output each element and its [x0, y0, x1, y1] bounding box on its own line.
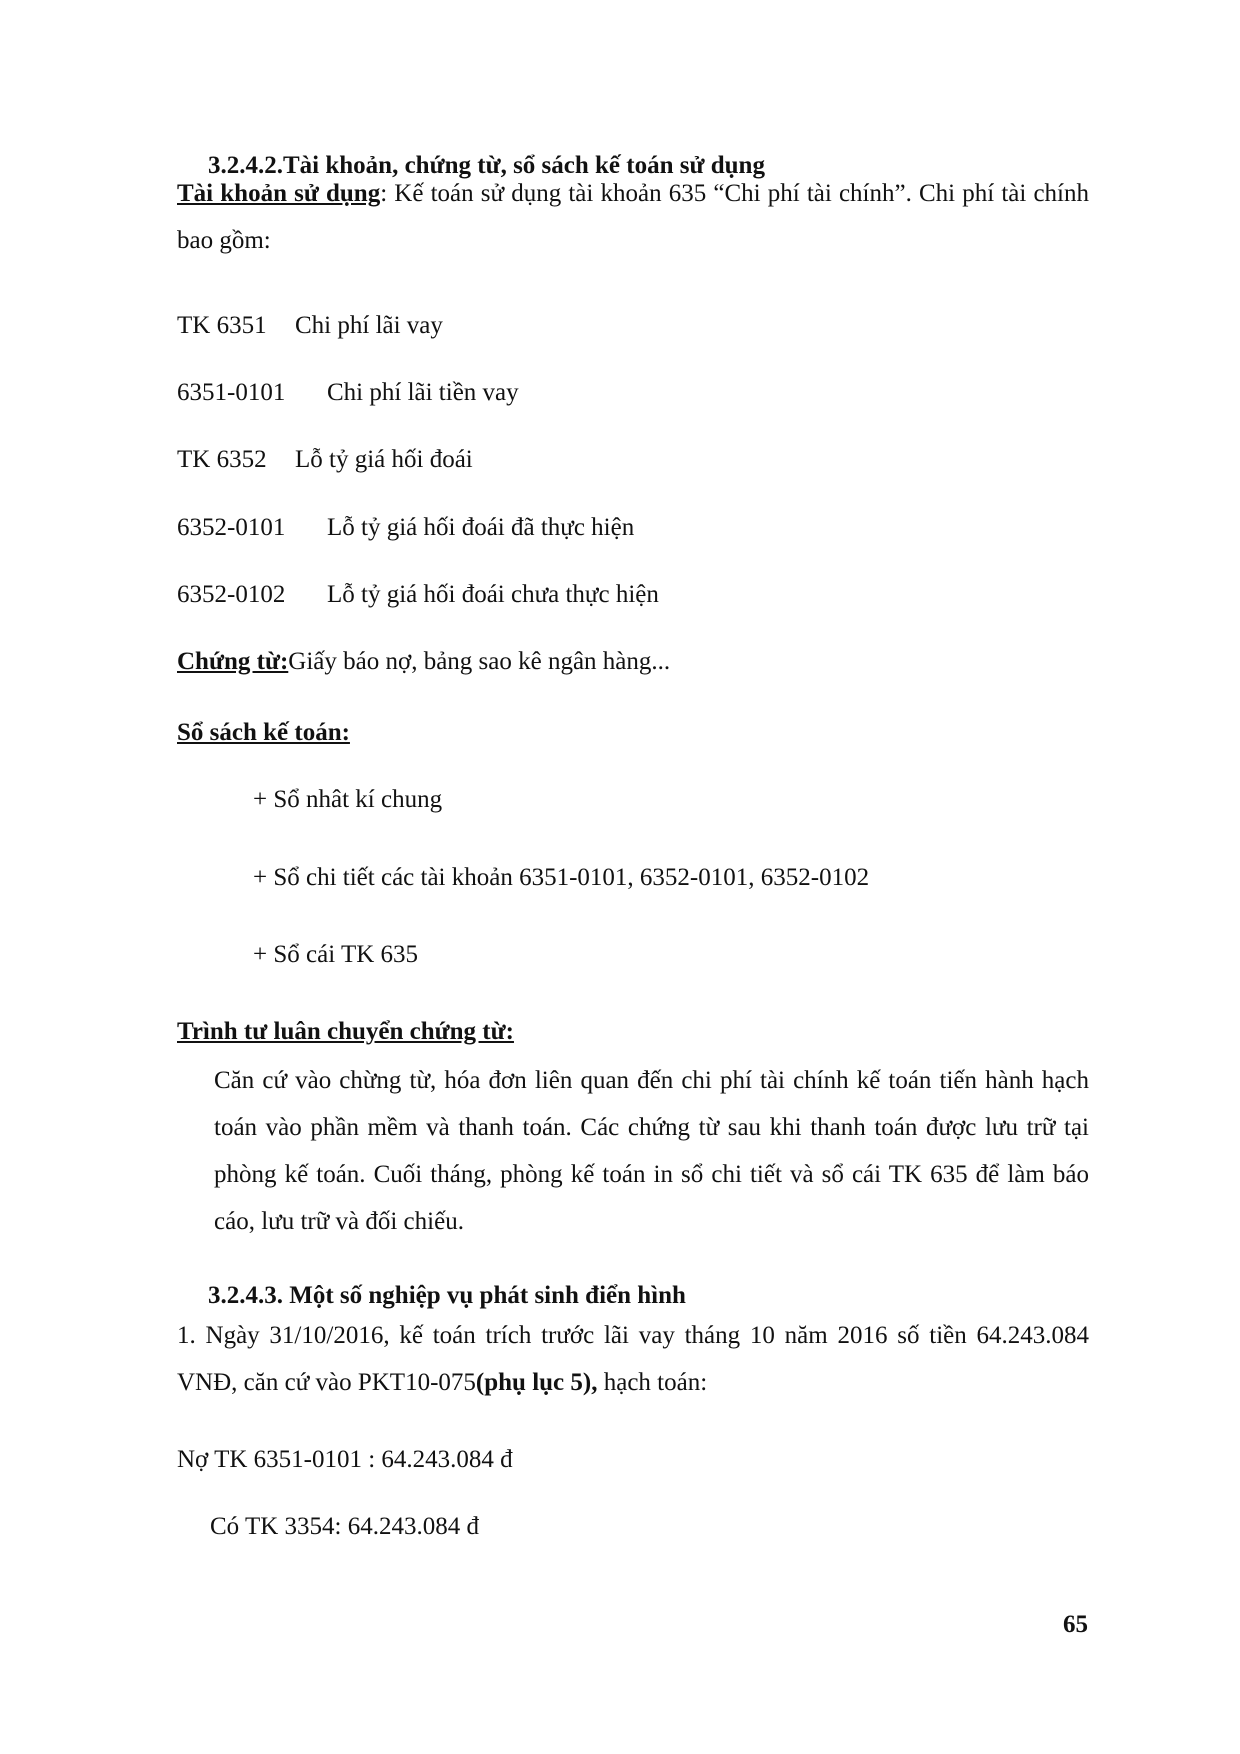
transaction-1-ref: (phụ lục 5), — [475, 1369, 598, 1396]
books-item-2: + Sổ chi tiết các tài khoản 6351-0101, 6352-0101, 6352-0102 — [253, 864, 870, 891]
credit-entry: Có TK 3354: 64.243.084 đ — [210, 1513, 479, 1540]
account-code-5: 6352-0102 — [177, 581, 286, 608]
account-name-2: Chi phí lãi tiền vay — [327, 379, 519, 406]
account-code-3: TK 6352 — [177, 446, 267, 473]
accounts-label: Tài khoản sử dụng — [177, 180, 381, 207]
vouchers-text: Giấy báo nợ, bảng sao kê ngân hàng... — [288, 648, 671, 675]
page-number: 65 — [1063, 1611, 1088, 1638]
account-code-1: TK 6351 — [177, 312, 267, 339]
section-heading-3243: 3.2.4.3. Một số nghiệp vụ phát sinh điển hình — [208, 1282, 686, 1309]
transaction-1-tail: hạch toán: — [597, 1369, 708, 1396]
account-name-5: Lỗ tỷ giá hối đoái chưa thực hiện — [327, 581, 659, 608]
books-item-3: + Sổ cái TK 635 — [253, 941, 419, 968]
transaction-1-text: 1. Ngày 31/10/2016, kế toán trích trước lãi vay tháng 10 năm 2016 số tiền 64.243.084 VNĐ, căn cứ vào PKT10-075 — [177, 1322, 1089, 1396]
debit-entry: Nợ TK 6351-0101 : 64.243.084 đ — [177, 1446, 513, 1473]
account-name-3: Lỗ tỷ giá hối đoái — [295, 446, 473, 473]
account-name-4: Lỗ tỷ giá hối đoái đã thực hiện — [327, 514, 635, 541]
vouchers-line — [177, 646, 670, 678]
accounts-text: : Kế toán sử dụng tài khoản 635 “Chi phí tài chính”. Chi phí tài chính bao gồm: — [177, 180, 1090, 254]
flow-label: Trình tư luân chuyển chứng từ: — [177, 1018, 514, 1045]
account-code-2: 6351-0101 — [177, 379, 286, 406]
vouchers-label: Chứng từ: — [177, 648, 289, 675]
books-label: Sổ sách kế toán: — [177, 719, 350, 746]
transaction-1-paragraph — [177, 1312, 1089, 1406]
account-name-1: Chi phí lãi vay — [295, 312, 443, 339]
accounts-paragraph — [177, 170, 1089, 264]
account-code-4: 6352-0101 — [177, 514, 286, 541]
section-heading-3242: 3.2.4.2.Tài khoản, chứng từ, sổ sách kế toán sử dụng — [208, 152, 765, 179]
books-item-1: + Sổ nhât kí chung — [253, 786, 443, 813]
flow-paragraph: Căn cứ vào chừng từ, hóa đơn liên quan đến chi phí tài chính kế toán tiến hành hạch toán vào phần mềm và thanh toán. Các chứng từ sau khi thanh toán được lưu trữ tại phòng kế toán. Cuối tháng, phòng kế toán in sổ chi tiết và sổ cái TK 635 để làm báo cáo, lưu trữ và đối chiếu. — [214, 1067, 1089, 1235]
